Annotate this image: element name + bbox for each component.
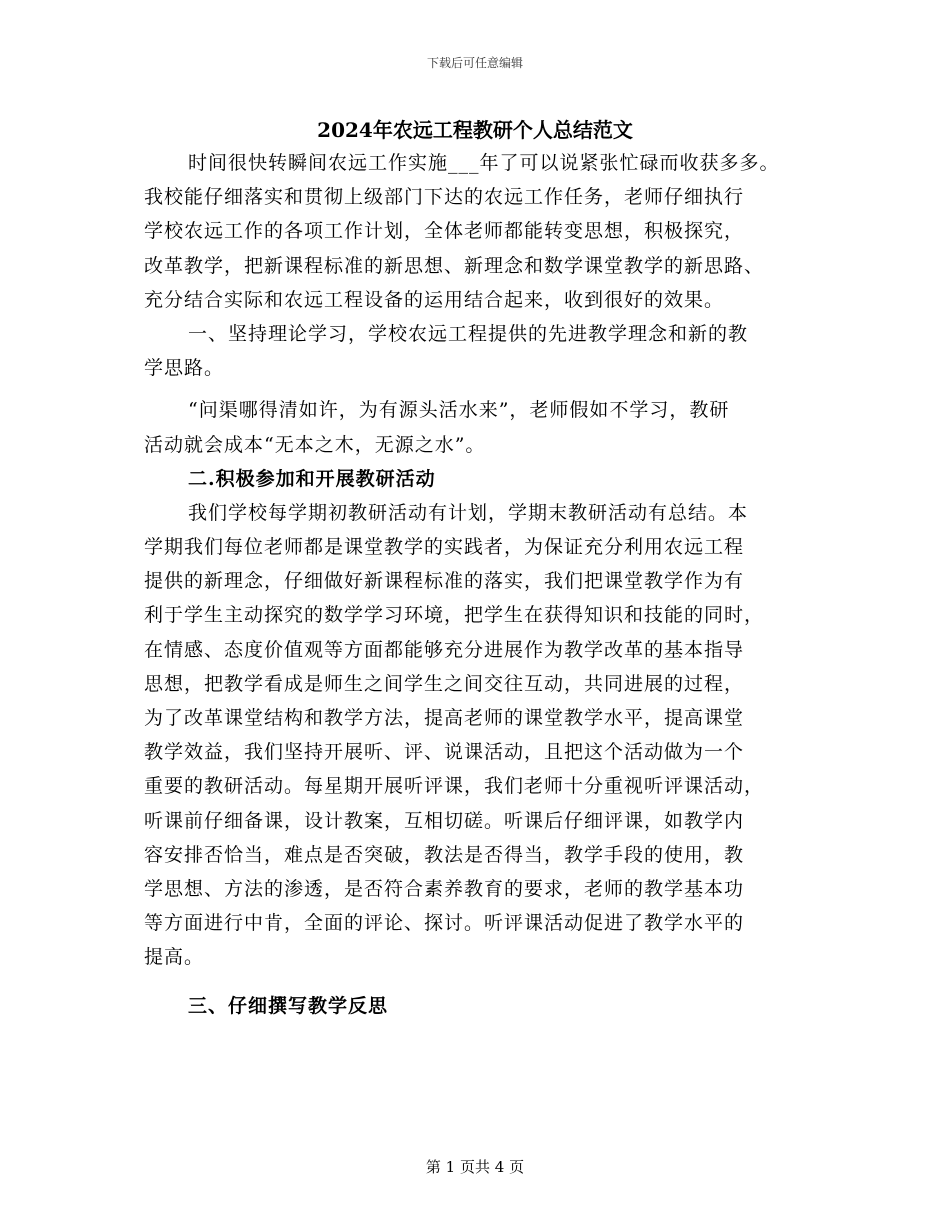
paragraph-line: 学期我们每位老师都是课堂教学的实践者，为保证充分利用农远工程 — [144, 536, 745, 559]
paragraph-line: 容安排否恰当，难点是否突破，教法是否得当，教学手段的使用，教 — [144, 843, 745, 866]
document-title: 2024年农远工程教研个人总结范文 — [317, 118, 633, 142]
paragraph-line: 提高。 — [144, 946, 205, 969]
paragraph-line: 我校能仔细落实和贯彻上级部门下达的农远工作任务，老师仔细执行 — [144, 186, 745, 209]
paragraph-line: 充分结合实际和农远工程设备的运用结合起来，收到很好的效果。 — [144, 288, 725, 311]
paragraph-line: 改革教学，把新课程标准的新思想、新理念和数学课堂教学的新思路、 — [144, 254, 765, 277]
paragraph-line: “问渠哪得清如许，为有源头活水来”，老师假如不学习，教研 — [188, 399, 730, 422]
paragraph-line: 听课前仔细备课，设计教案，互相切磋。听课后仔细评课，如教学内 — [144, 809, 745, 832]
paragraph-line: 等方面进行中肯，全面的评论、探讨。听评课活动促进了教学水平的 — [144, 912, 745, 935]
paragraph-line: 学思想、方法的渗透，是否符合素养教育的要求，老师的教学基本功 — [144, 877, 745, 900]
paragraph-line: 重要的教研活动。每星期开展听评课，我们老师十分重视听评课活动， — [144, 775, 765, 798]
paragraph-line: 为了改革课堂结构和教学方法，提高老师的课堂教学水平，提高课堂 — [144, 707, 745, 729]
paragraph-line: 提供的新理念，仔细做好新课程标准的落实，我们把课堂教学作为有 — [144, 570, 745, 593]
paragraph-line: 教学效益，我们坚持开展听、评、说课活动，且把这个活动做为一个 — [144, 741, 745, 764]
paragraph-line: 在情感、态度价值观等方面都能够充分进展作为教学改革的基本指导 — [144, 638, 745, 661]
page-number: 第 1 页共 4 页 — [425, 1158, 525, 1176]
document-body — [144, 146, 820, 1023]
section-heading-1-line: 一、坚持理论学习，学校农远工程提供的先进教学理念和新的教 — [188, 322, 749, 345]
paragraph-line: 思想，把教学看成是师生之间学生之间交往互动，共同进展的过程， — [144, 672, 745, 695]
paragraph-line: 活动就会成本“无本之木，无源之水”。 — [144, 433, 486, 456]
header-note: 下载后可任意编辑 — [426, 56, 523, 70]
section-heading-1-line: 学思路。 — [144, 357, 225, 380]
paragraph-line: 利于学生主动探究的数学学习环境，把学生在获得知识和技能的同时， — [144, 604, 765, 627]
section-heading-2: 二.积极参加和开展教研活动 — [188, 467, 436, 490]
paragraph-line: 时间很快转瞬间农远工作实施___年了可以说紧张忙碌而收获多多。 — [188, 152, 780, 174]
paragraph-line: 我们学校每学期初教研活动有计划，学期末教研活动有总结。本 — [188, 501, 749, 524]
paragraph-line: 学校农远工作的各项工作计划，全体老师都能转变思想，积极探究， — [144, 220, 745, 243]
section-heading-3: 三、仔细撰写教学反思 — [188, 994, 389, 1017]
